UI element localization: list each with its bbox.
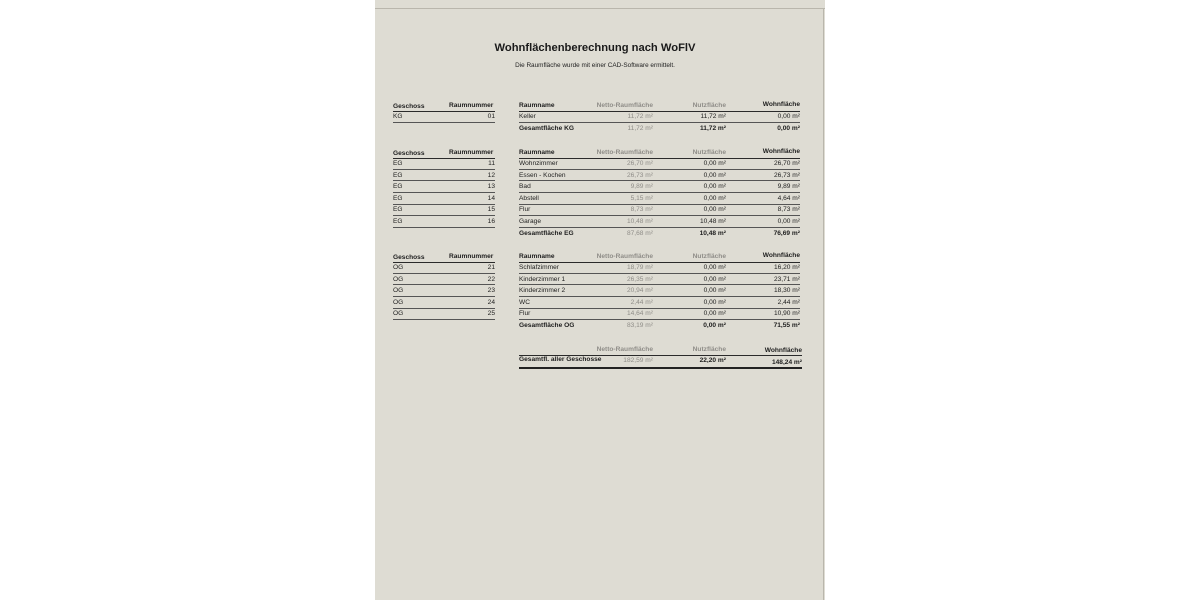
cell-wohnflaeche: 26,73 m²	[773, 171, 800, 179]
row-divider	[393, 192, 495, 193]
cell-wohnflaeche: 18,30 m²	[773, 287, 800, 295]
header-raumnummer: Raumnummer	[449, 102, 494, 109]
cell-raumname: Keller	[519, 113, 536, 120]
row-divider	[393, 319, 495, 320]
cell-wohnflaeche: 16,20 m²	[773, 264, 800, 271]
section-total-label: Gesamtfläche KG	[519, 124, 574, 132]
header-geschoss: Geschoss	[393, 103, 425, 110]
header-nutzflaeche: Nutzfläche	[692, 346, 726, 353]
cell-nutzflaeche: 0,00 m²	[703, 183, 726, 191]
cell-raumnummer: 11	[488, 160, 495, 167]
cell-nutzflaeche: 0,00 m²	[703, 171, 726, 179]
cell-raumnummer: 15	[487, 206, 495, 214]
cell-raumnummer: 01	[487, 113, 495, 120]
cell-raumnummer: 14	[487, 194, 495, 202]
row-divider	[393, 215, 495, 216]
row-divider	[393, 122, 495, 123]
cell-nutzflaeche: 10,48 m²	[699, 218, 726, 225]
cell-raumnummer: 16	[487, 218, 495, 225]
cell-netto-raumflaeche: 9,89 m²	[630, 183, 653, 191]
page-title: Wohnflächenberechnung nach WoFlV	[494, 42, 696, 54]
header-geschoss: Geschoss	[393, 150, 425, 157]
header-raumname: Raumname	[519, 253, 555, 260]
header-wohnflaeche: Wohnfläche	[762, 101, 800, 108]
cell-raumnummer: 24	[487, 298, 495, 306]
cell-wohnflaeche: 0,00 m²	[777, 113, 800, 120]
cell-nutzflaeche: 0,00 m²	[703, 194, 726, 202]
frame-line	[823, 8, 824, 600]
cell-nutzflaeche: 0,00 m²	[703, 310, 726, 318]
cell-raumname: Flur	[519, 206, 531, 214]
cell-wohnflaeche: 26,70 m²	[773, 160, 800, 167]
row-divider	[393, 308, 495, 309]
row-divider	[519, 192, 800, 193]
section-total-netto: 83,19 m²	[626, 322, 653, 329]
cell-raumnummer: 13	[487, 183, 495, 191]
cell-netto-raumflaeche: 26,35 m²	[626, 275, 653, 283]
row-divider	[519, 122, 800, 123]
document-page	[375, 0, 825, 600]
cell-wohnflaeche: 9,89 m²	[777, 183, 800, 191]
section-total-wohn: 0,00 m²	[777, 124, 800, 132]
cell-raumname: Wohnzimmer	[519, 160, 558, 167]
row-divider	[393, 296, 495, 297]
header-raumnummer: Raumnummer	[449, 253, 494, 260]
row-divider	[519, 319, 800, 320]
section-total-nutz: 10,48 m²	[699, 229, 726, 237]
row-divider	[519, 227, 800, 228]
section-total-nutz: 11,72 m²	[699, 124, 726, 132]
cell-nutzflaeche: 0,00 m²	[703, 206, 726, 214]
cell-netto-raumflaeche: 8,73 m²	[630, 206, 653, 214]
row-divider	[519, 169, 800, 170]
section-total-wohn: 71,55 m²	[773, 322, 800, 329]
cell-netto-raumflaeche: 5,15 m²	[630, 194, 653, 202]
section-total-nutz: 0,00 m²	[703, 322, 726, 329]
cell-wohnflaeche: 10,90 m²	[773, 310, 800, 318]
cell-raumnummer: 22	[487, 275, 495, 283]
cell-nutzflaeche: 0,00 m²	[703, 264, 726, 271]
header-divider	[393, 262, 495, 263]
cell-netto-raumflaeche: 2,44 m²	[630, 298, 653, 306]
header-wohnflaeche: Wohnfläche	[764, 347, 802, 354]
row-divider	[519, 308, 800, 309]
header-netto-raumflaeche: Netto-Raumfläche	[596, 149, 653, 156]
row-divider	[393, 273, 495, 274]
header-divider	[393, 111, 495, 112]
cell-wohnflaeche: 0,00 m²	[777, 218, 800, 225]
row-divider	[519, 215, 800, 216]
header-divider	[519, 262, 800, 263]
cell-geschoss: EG	[393, 183, 403, 191]
row-divider	[393, 180, 495, 181]
grand-total-wohn: 148,24 m²	[771, 359, 802, 366]
row-divider	[393, 284, 495, 285]
cell-raumnummer: 23	[487, 287, 495, 295]
cell-netto-raumflaeche: 14,64 m²	[626, 310, 653, 318]
header-netto-raumflaeche: Netto-Raumfläche	[596, 346, 653, 353]
page-subtitle: Die Raumfläche wurde mit einer CAD-Software ermittelt.	[515, 62, 675, 69]
grand-total-netto: 182,59 m²	[623, 357, 653, 364]
cell-wohnflaeche: 4,64 m²	[777, 194, 800, 202]
cell-geschoss: OG	[393, 264, 404, 271]
row-divider	[519, 296, 800, 297]
header-divider	[519, 111, 800, 112]
cell-raumname: Schlafzimmer	[519, 264, 559, 271]
cell-raumname: Bad	[519, 183, 531, 191]
cell-wohnflaeche: 8,73 m²	[777, 206, 800, 214]
row-divider	[393, 204, 495, 205]
grand-total-underline	[519, 367, 802, 369]
cell-netto-raumflaeche: 26,73 m²	[626, 171, 653, 179]
cell-nutzflaeche: 0,00 m²	[703, 160, 726, 167]
frame-line	[375, 8, 825, 9]
cell-raumname: Garage	[519, 218, 541, 225]
header-nutzflaeche: Nutzfläche	[692, 253, 726, 260]
header-raumnummer: Raumnummer	[449, 149, 494, 156]
cell-geschoss: EG	[393, 160, 403, 167]
cell-wohnflaeche: 23,71 m²	[773, 275, 800, 283]
cell-geschoss: EG	[393, 194, 403, 202]
cell-raumname: WC	[519, 298, 530, 306]
cell-geschoss: OG	[393, 275, 404, 283]
header-raumname: Raumname	[519, 149, 555, 156]
cell-raumnummer: 21	[487, 264, 495, 271]
section-total-netto: 11,72 m²	[627, 124, 653, 132]
cell-geschoss: EG	[393, 206, 403, 214]
row-divider	[519, 284, 800, 285]
cell-netto-raumflaeche: 26,70 m²	[626, 160, 653, 167]
cell-raumnummer: 12	[487, 171, 495, 179]
header-netto-raumflaeche: Netto-Raumfläche	[596, 102, 653, 109]
cell-wohnflaeche: 2,44 m²	[777, 298, 800, 306]
cell-nutzflaeche: 0,00 m²	[703, 287, 726, 295]
cell-raumname: Kinderzimmer 2	[519, 287, 566, 295]
row-divider	[519, 273, 800, 274]
cell-netto-raumflaeche: 20,94 m²	[626, 287, 653, 295]
cell-netto-raumflaeche: 18,79 m²	[626, 264, 653, 271]
cell-raumname: Essen - Kochen	[519, 171, 566, 179]
grand-total-nutz: 22,20 m²	[699, 357, 726, 364]
header-netto-raumflaeche: Netto-Raumfläche	[596, 253, 653, 260]
cell-geschoss: EG	[393, 171, 403, 179]
row-divider	[519, 204, 800, 205]
section-total-wohn: 76,69 m²	[773, 229, 800, 237]
cell-raumname: Flur	[519, 310, 531, 318]
row-divider	[519, 180, 800, 181]
header-geschoss: Geschoss	[393, 254, 425, 261]
cell-netto-raumflaeche: 10,48 m²	[626, 218, 653, 225]
cell-nutzflaeche: 11,72 m²	[700, 113, 726, 120]
cell-geschoss: OG	[393, 310, 404, 318]
cell-nutzflaeche: 0,00 m²	[703, 275, 726, 283]
cell-geschoss: OG	[393, 298, 404, 306]
section-total-label: Gesamtfläche EG	[519, 229, 574, 237]
cell-netto-raumflaeche: 11,72 m²	[627, 113, 653, 120]
header-wohnflaeche: Wohnfläche	[762, 148, 800, 155]
section-total-label: Gesamtfläche OG	[519, 322, 575, 329]
cell-raumnummer: 25	[487, 310, 495, 318]
section-total-netto: 87,68 m²	[626, 229, 653, 237]
header-divider	[393, 158, 495, 159]
row-divider	[393, 227, 495, 228]
header-nutzflaeche: Nutzfläche	[692, 102, 726, 109]
cell-raumname: Kinderzimmer 1	[519, 275, 566, 283]
cell-nutzflaeche: 0,00 m²	[703, 298, 726, 306]
row-divider	[393, 169, 495, 170]
header-raumname: Raumname	[519, 102, 555, 109]
header-nutzflaeche: Nutzfläche	[692, 149, 726, 156]
header-divider	[519, 158, 800, 159]
cell-geschoss: OG	[393, 287, 404, 295]
grand-total-label: Gesamtfl. aller Geschosse	[519, 356, 602, 363]
header-wohnflaeche: Wohnfläche	[762, 252, 800, 259]
cell-raumname: Abstell	[519, 194, 539, 202]
cell-geschoss: KG	[393, 113, 403, 120]
cell-geschoss: EG	[393, 218, 403, 225]
